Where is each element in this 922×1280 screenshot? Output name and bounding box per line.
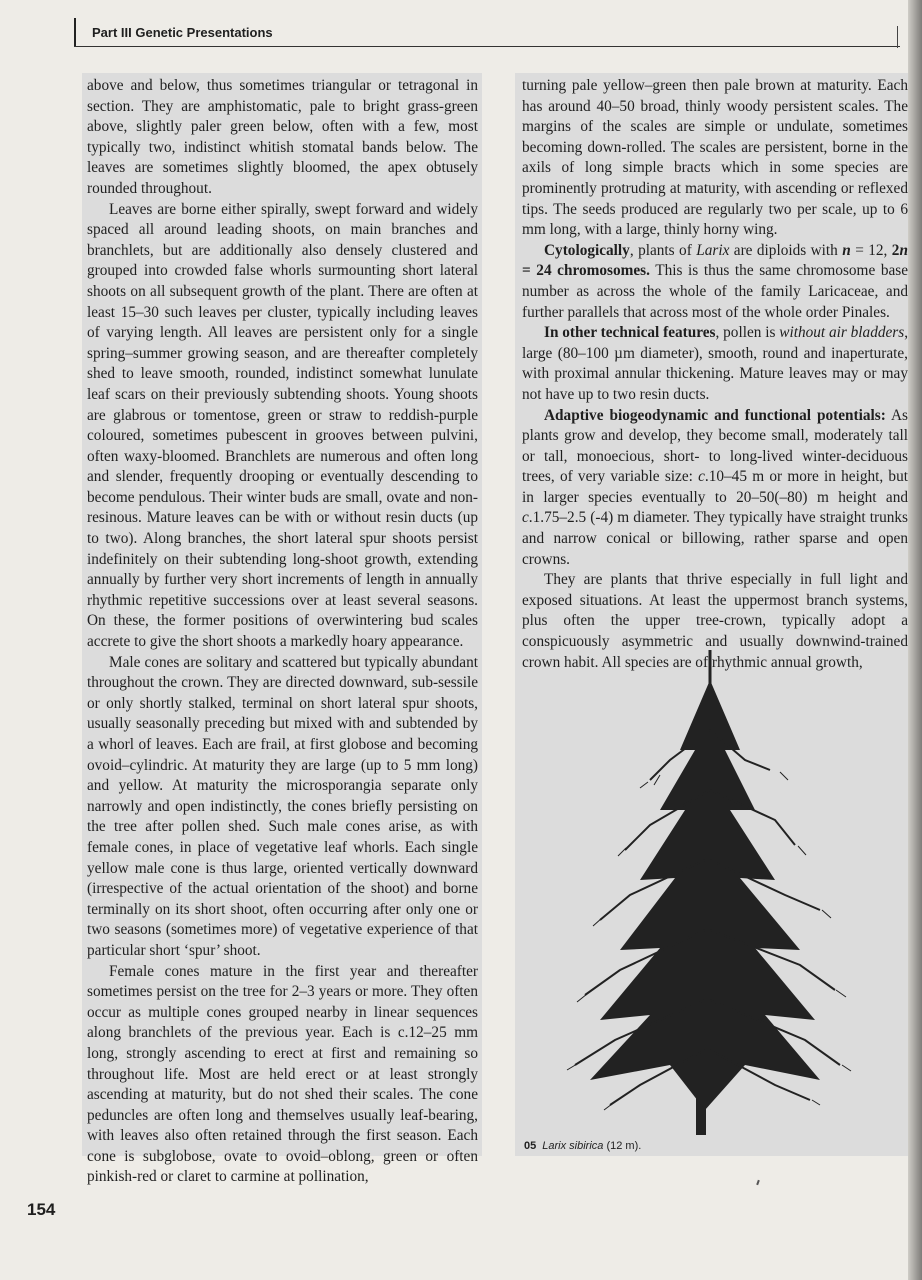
paragraph-light-habit: They are plants that thrive especially in full light and exposed situations. At least the uppermost branch systems, plus often the upper tree-crown, typically adopt a conspicuously asymmetric and usually downwind-trained crown habit. All species are of rhythmic annual growth,	[522, 571, 908, 671]
paragraph-adaptive-potentials: Adaptive biogeodynamic and functional potentials: As plants grow and develop, they become small, moderately tall or tall, monoecious, short- to long-lived winter-deciduous trees, of very variable size: c.10–45 m or more in height, but in larger species eventually to 20–50(–80) m height and c.1.75–2.5 (-4) m diameter. They typically have straight trunks and narrow conical or billowing, rather sparse and open crowns.	[522, 406, 909, 568]
figure-species: Larix sibirica	[542, 1140, 604, 1152]
header-corner-mark	[897, 26, 898, 48]
technical-features-label: In other technical features	[544, 324, 716, 342]
page-number: 154	[27, 1200, 56, 1219]
left-text-column	[82, 73, 482, 1186]
chromosome-count: 2n = 24 chromosomes.	[522, 241, 908, 280]
paper-speck	[756, 1180, 760, 1185]
paragraph-leaf-section: above and below, thus sometimes triangular or tetragonal in section. They are amphistomatic, pale to bright grass-green above, slightly paler green below, often with a few, most typically two, indistinct whitish stomatal bands below. The leaves are sometimes slightly bloomed, the apex obtusely rounded throughout.	[87, 77, 478, 197]
tree-figure	[530, 610, 870, 1150]
figure-caption	[524, 1140, 641, 1152]
cytology-label: Cytologically	[544, 241, 630, 259]
genus-name: Larix	[696, 241, 730, 259]
figure-number: 05	[524, 1140, 537, 1152]
paragraph-technical-features: In other technical features, pollen is without air bladders, large (80–100 µm diameter), smooth, round and inaperturate, with proximal annular thickening. Mature leaves may or may not have up to two resin ducts.	[522, 324, 909, 403]
figure-size: (12 m).	[606, 1140, 642, 1152]
paragraph-leaf-arrangement: Leaves are borne either spirally, swept forward and widely spaced all around leading shoots, on main branches and branchlets, but are additionally also densely clustered and grouped into crowded false whorls surmounting short lateral shoots on all subsequent growth of the plant. There are often at least 15–30 such leaves per cluster, typically including leaves of varying length. All leaves are persistent only for a single spring–summer growing season, and are thereafter completely shed to leave smooth, rounded, indistinct somewhat lunulate leaf scars on their previously subtending shoots. Young shoots are glabrous or tomentose, green or straw to reddish-purple coloured, sometimes pubescent in grooves between pulvini, often waxy-bloomed. Branchlets are numerous and often long and slender, frequently drooping or eventually descending to become pendulous. Their winter buds are small, ovate and non-resinous. Mature leaves can be with or without resin ducts (up to two). Along branches, the short lateral spur shoots persist indefinitely on their subtending long-shoot growth, extending annually by further very short increments of length in annually rhythmic repetitive successions over at least several seasons. On these, the former positions of overwintering bud scales accrete to give the short shoots a markedly hoary appearance.	[87, 200, 478, 651]
paragraph-cone-maturity: turning pale yellow–green then pale brown at maturity. Each has around 40–50 broad, thinly woody persistent scales. The margins of the scales are simple or undulate, sometimes becoming down-rolled. The scales are persistent, borne in the axils of long simple bracts which in some species are prominently protruding at maturity, with ascending or reflexed tips. The seeds produced are regularly two per scale, up to 6 mm long, with a large, thinly horny wing.	[522, 77, 908, 239]
running-head: Part III Genetic Presentations	[74, 18, 273, 46]
paragraph-cytology: Cytologically, plants of Larix are diploids with n = 12, 2n = 24 chromosomes. This is thus the same chromosome base number as across the whole of the family Laricaceae, and further parallels that across most of the whole order Pinales.	[522, 241, 908, 321]
paragraph-male-cones: Male cones are solitary and scattered but typically abundant throughout the crown. They are directed downward, sub-sessile or only shortly stalked, terminal on short lateral spur shoots, usually seasonally preceding but mixed with and subtended by a whorl of leaves. Each are frail, at first globose and becoming ovoid–cylindric. At maturity they are large (up to 5 mm long) and yellow. At maturity the microsporangia separate only narrowly and open indistinctly, the cones briefly persisting on the tree after pollen shed. Such male cones arise, as with female cones, in place of vegetative leaf whorls. Each single yellow male cone is thus large, oriented vertically downward (irrespective of the actual orientation of the shoot) and borne terminally on its short shoot, often occurring after only one or two seasons (sometimes more) of vegetative experience of that particular short ‘spur’ shoot.	[87, 653, 478, 959]
page-edge-shadow	[908, 0, 922, 1280]
paragraph-female-cones: Female cones mature in the first year and thereafter sometimes persist on the tree for 2–3 years or more. They often occur as multiple cones grouped nearby in linear sequences along branchlets of the previous year. Each is c.12–25 mm long, strongly ascending to erect at first and remaining so throughout life. Most are held erect or at least strongly ascending at maturity, but do not shed their scales. The cone peduncles are often long and themselves usually leaf-bearing, with leaves also often retained through the first season. Each cone is subglobose, ovate to ovoid–oblong, green or often pinkish-red or claret to carmine at pollination,	[87, 962, 478, 1186]
adaptive-potentials-label: Adaptive biogeodynamic and functional potentials:	[544, 406, 886, 424]
larch-tree-silhouette-icon	[530, 610, 870, 1140]
header-rule	[74, 46, 900, 47]
